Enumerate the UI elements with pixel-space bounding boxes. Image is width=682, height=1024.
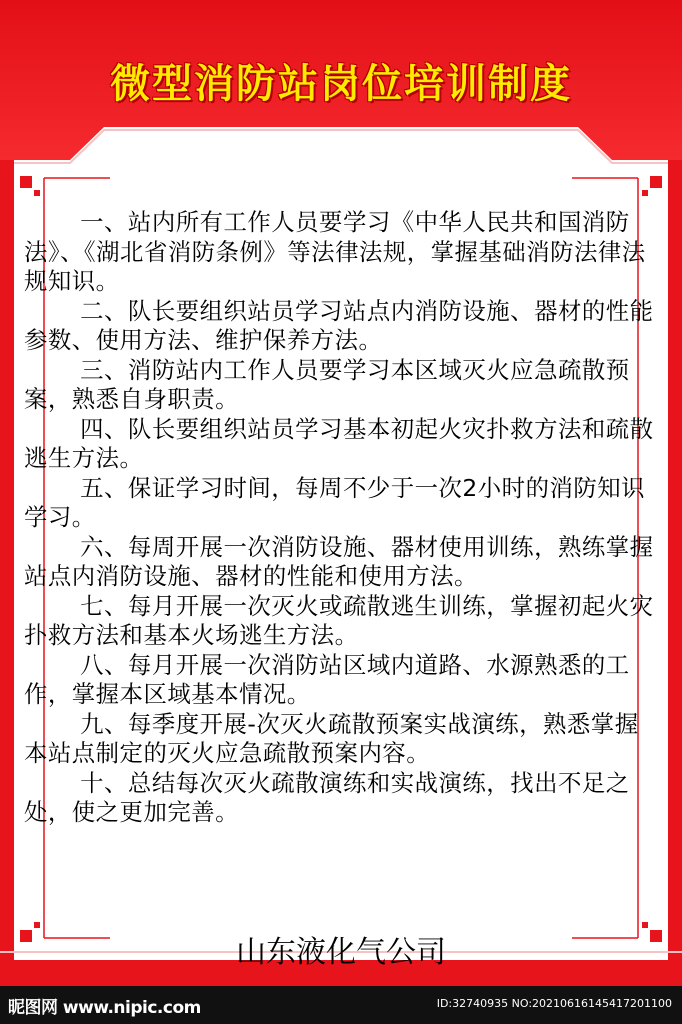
right-rail xyxy=(668,160,682,960)
page-title: 微型消防站岗位培训制度 xyxy=(110,61,572,107)
rule-paragraph: 九、每季度开展-次灭火疏散预案实战演练，熟悉掌握本站点制定的灭火应急疏散预案内容。 xyxy=(24,709,639,767)
rule-paragraph: 八、每月开展一次消防站区域内道路、水源熟悉的工作，掌握本区域基本情况。 xyxy=(24,650,630,708)
company-name: 山东液化气公司 xyxy=(236,935,446,970)
rule-paragraph: 二、队长要组织站员学习站点内消防设施、器材的性能参数、使用方法、维护保养方法。 xyxy=(24,296,654,354)
watermark-logo: 昵图网 www.nipic.com xyxy=(8,998,201,1018)
rule-paragraph: 五、保证学习时间，每周不少于一次2小时的消防知识学习。 xyxy=(24,473,646,531)
rule-paragraph: 一、站内所有工作人员要学习《中华人民共和国消防法》、《湖北省消防条例》等法律法规，掌握基础消防法律法规知识。 xyxy=(24,208,646,295)
left-rail xyxy=(0,160,14,960)
header-edge xyxy=(0,130,682,163)
rule-paragraph: 七、每月开展一次灭火或疏散逃生训练，掌握初起火灾扑救方法和基本火场逃生方法。 xyxy=(24,591,654,649)
rule-paragraph: 六、每周开展一次消防设施、器材使用训练，熟练掌握站点内消防设施、器材的性能和使用方法。 xyxy=(24,532,654,590)
watermark-id: ID:32740935 NO:20210616145417201100 xyxy=(436,997,672,1010)
rule-paragraph: 四、队长要组织站员学习基本初起火灾扑救方法和疏散逃生方法。 xyxy=(24,414,654,472)
rule-paragraph: 十、总结每次灭火疏散演练和实战演练，找出不足之处，使之更加完善。 xyxy=(24,768,630,826)
rule-paragraph: 三、消防站内工作人员要学习本区域灭火应急疏散预案，熟悉自身职责。 xyxy=(24,355,630,413)
rules-text xyxy=(24,208,658,828)
